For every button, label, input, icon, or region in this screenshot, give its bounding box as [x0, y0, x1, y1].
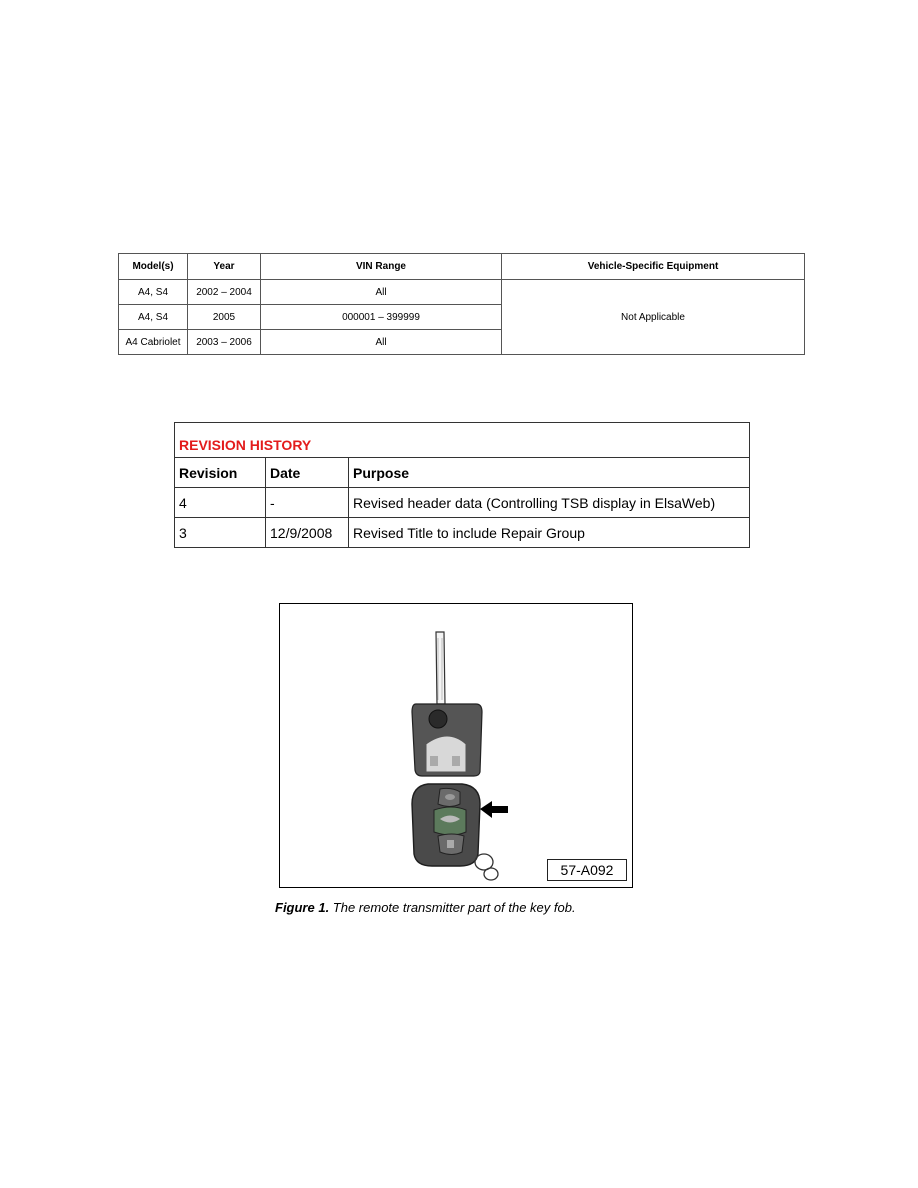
cell-purpose: Revised Title to include Repair Group [349, 518, 750, 548]
cell-model: A4 Cabriolet [119, 330, 188, 355]
figure-caption [275, 900, 576, 915]
cell-equipment: Not Applicable [502, 280, 805, 355]
header-date: Date [266, 458, 349, 488]
table-row [119, 280, 805, 305]
figure-code-label: 57-A092 [547, 859, 627, 881]
cell-revision: 3 [175, 518, 266, 548]
cell-model: A4, S4 [119, 280, 188, 305]
header-vin-range: VIN Range [261, 254, 502, 280]
caption-text: The remote transmitter part of the key fob. [329, 900, 576, 915]
cell-year: 2003 – 2006 [188, 330, 261, 355]
cell-vin: All [261, 330, 502, 355]
cell-year: 2005 [188, 305, 261, 330]
table-header-row [175, 458, 750, 488]
header-models: Model(s) [119, 254, 188, 280]
header-purpose: Purpose [349, 458, 750, 488]
vehicle-applicability-table [118, 253, 805, 355]
revision-history-title: REVISION HISTORY [175, 423, 750, 458]
header-revision: Revision [175, 458, 266, 488]
figure-frame [279, 603, 633, 888]
caption-label: Figure 1. [275, 900, 330, 915]
cell-date: 12/9/2008 [266, 518, 349, 548]
cell-year: 2002 – 2004 [188, 280, 261, 305]
cell-revision: 4 [175, 488, 266, 518]
table-row [175, 488, 750, 518]
header-year: Year [188, 254, 261, 280]
cell-date: - [266, 488, 349, 518]
cell-model: A4, S4 [119, 305, 188, 330]
cell-vin: 000001 – 399999 [261, 305, 502, 330]
cell-purpose: Revised header data (Controlling TSB display in ElsaWeb) [349, 488, 750, 518]
header-equipment: Vehicle-Specific Equipment [502, 254, 805, 280]
key-fob-illustration [280, 604, 632, 887]
revision-title-row [175, 423, 750, 458]
revision-history-table [174, 422, 750, 548]
table-row [175, 518, 750, 548]
table-header-row [119, 254, 805, 280]
cell-vin: All [261, 280, 502, 305]
